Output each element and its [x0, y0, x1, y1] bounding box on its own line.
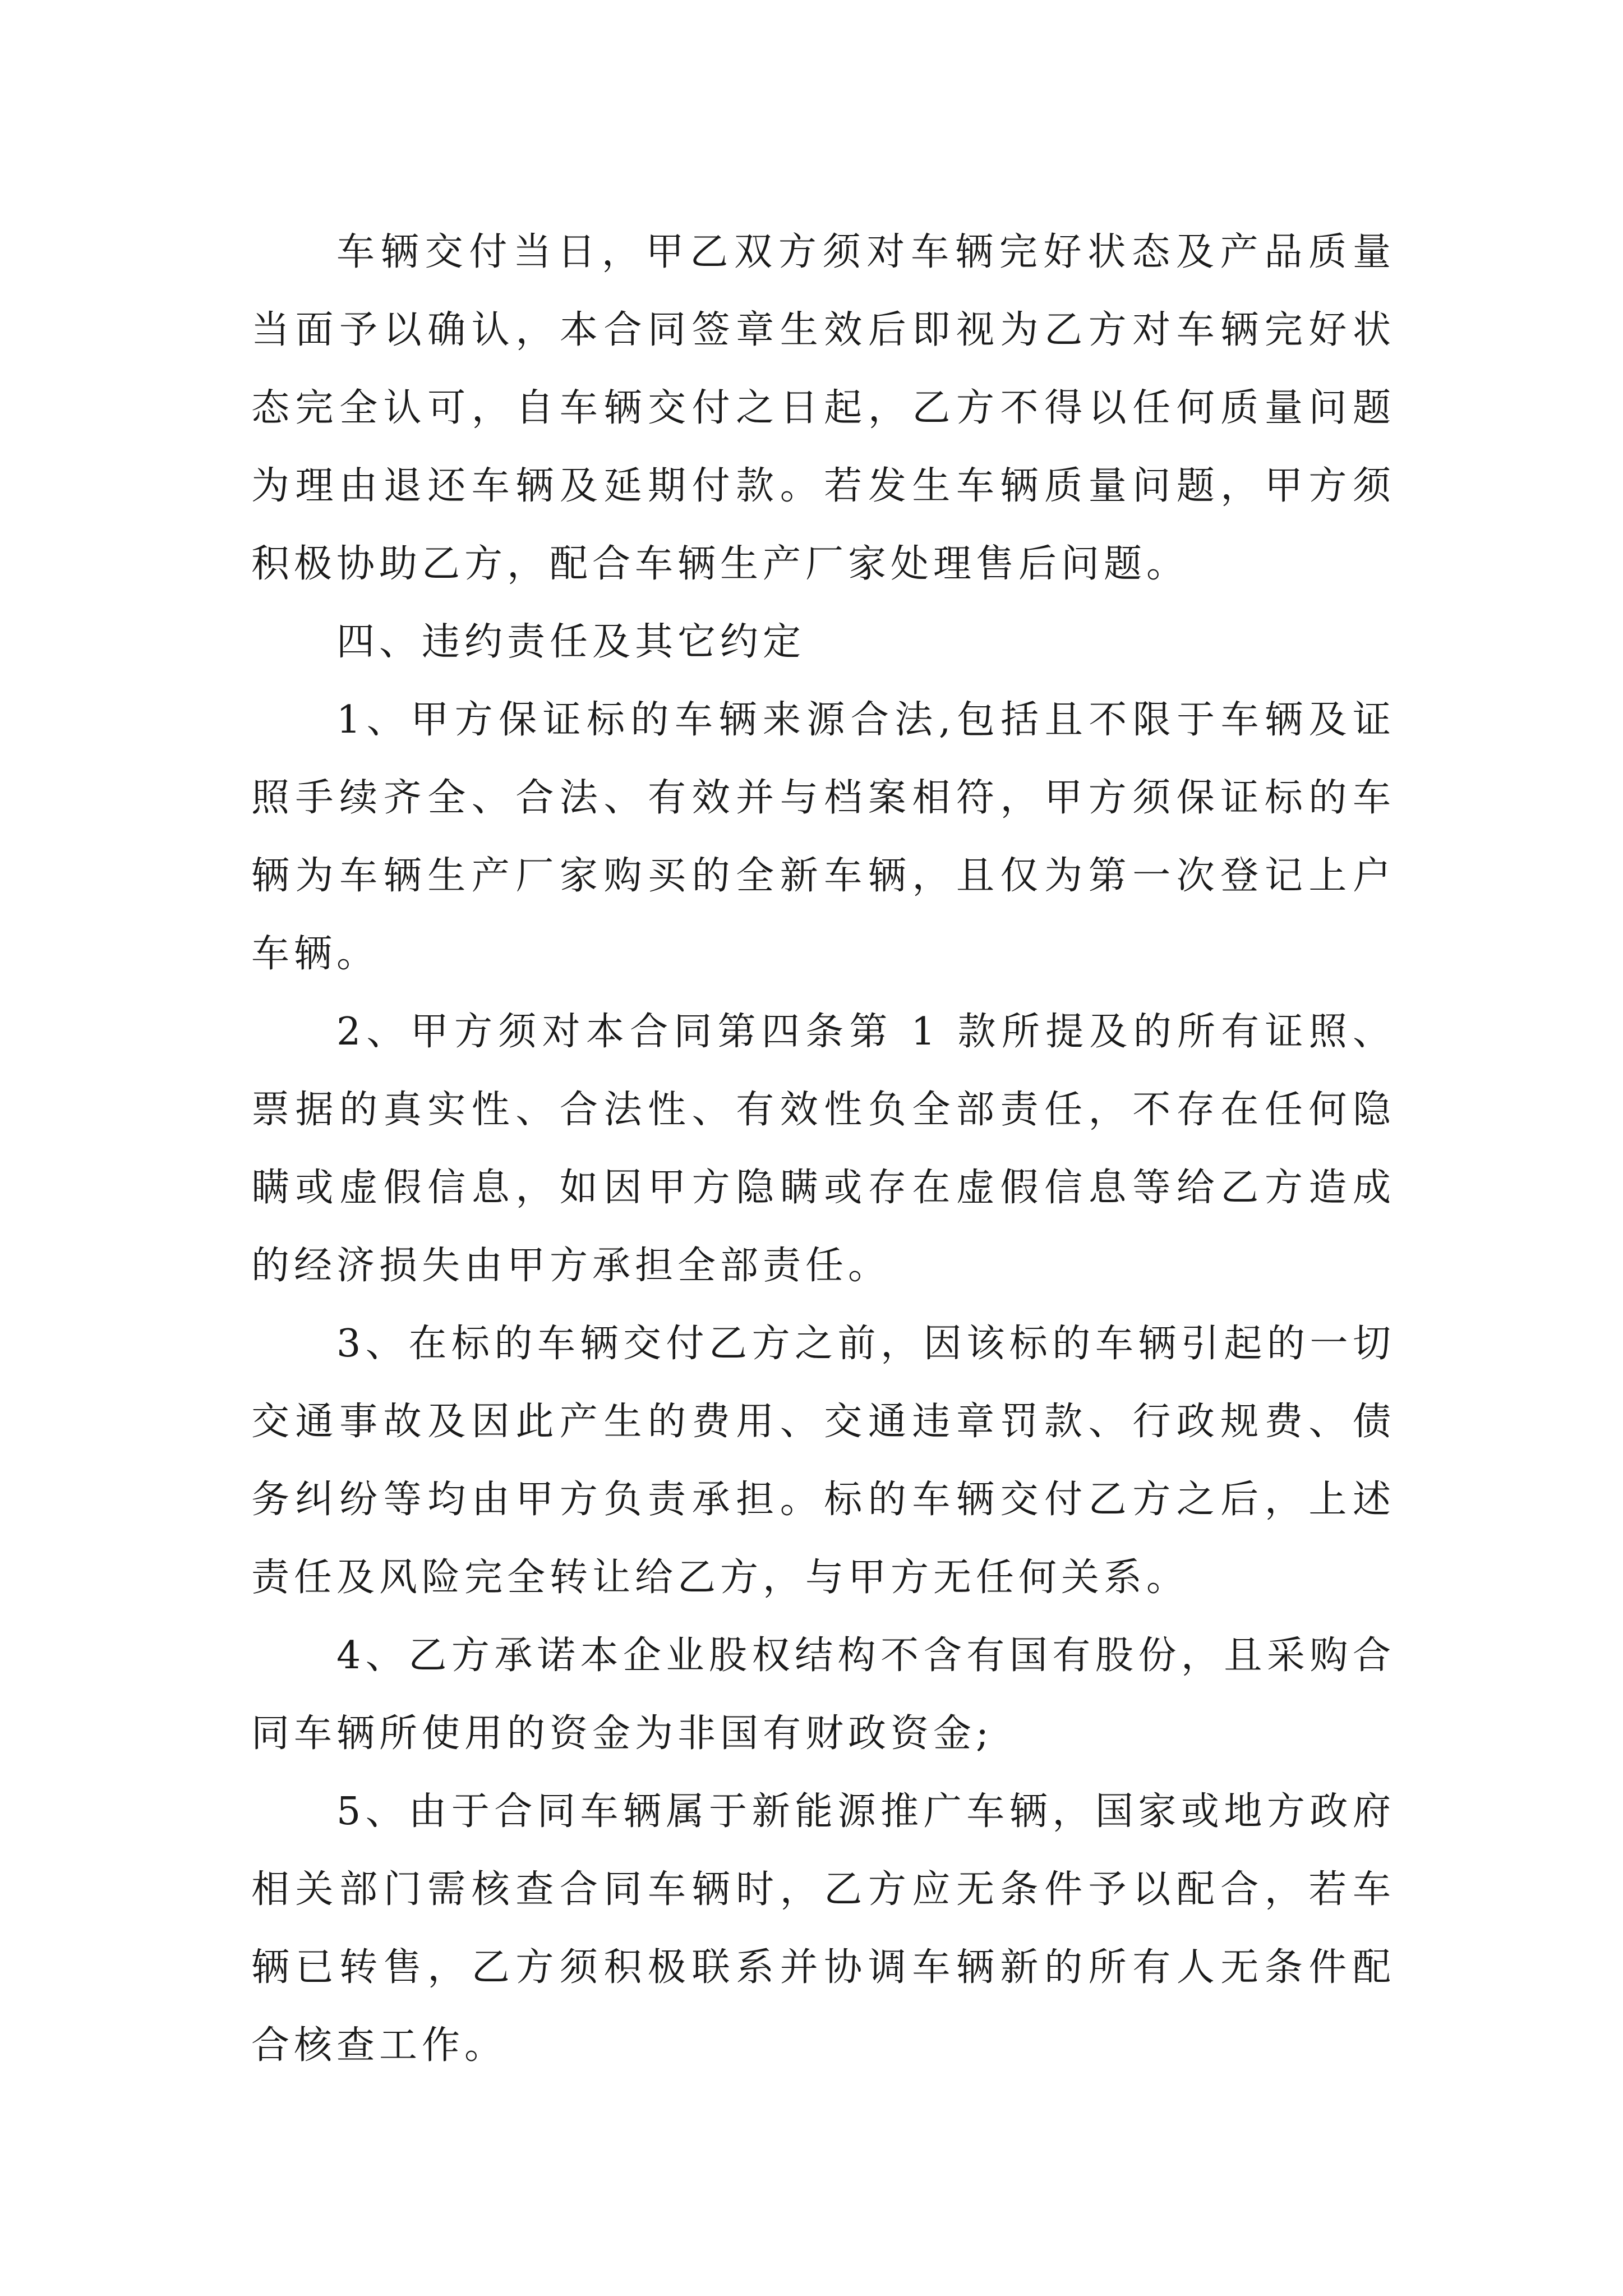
- clause-3-liability-before-delivery: 3、在标的车辆交付乙方之前，因该标的车辆引起的一切交通事故及因此产生的费用、交通违章罚款、行政规费、债务纠纷等均由甲方负责承担。标的车辆交付乙方之后，上述责任及风险完全转让给乙方，与甲方无任何关系。: [251, 1322, 1395, 1600]
- clause-1-vehicle-source: 1、甲方保证标的车辆来源合法,包括且不限于车辆及证照手续齐全、合法、有效并与档案相符，甲方须保证标的车辆为车辆生产厂家购买的全新车辆，且仅为第一次登记上户车辆。: [251, 698, 1395, 976]
- paragraph-delivery-confirmation: 车辆交付当日，甲乙双方须对车辆完好状态及产品质量当面予以确认，本合同签章生效后即视为乙方对车辆完好状态完全认可，自车辆交付之日起，乙方不得以任何质量问题为理由退还车辆及延期付款。若发生车辆质量问题，甲方须积极协助乙方，配合车辆生产厂家处理售后问题。: [251, 230, 1395, 586]
- clause-4-funding-source: 4、乙方承诺本企业股权结构不含有国有股份，且采购合同车辆所使用的资金为非国有财政资金;: [251, 1634, 1395, 1756]
- clause-5-inspection-cooperation: 5、由于合同车辆属于新能源推广车辆，国家或地方政府相关部门需核查合同车辆时，乙方应无条件予以配合，若车辆已转售，乙方须积极联系并协调车辆新的所有人无条件配合核查工作。: [251, 1789, 1395, 2068]
- section-heading-breach-liability: 四、违约责任及其它约定: [336, 620, 806, 664]
- clause-2-document-authenticity: 2、甲方须对本合同第四条第 1 款所提及的所有证照、票据的真实性、合法性、有效性负全部责任，不存在任何隐瞒或虚假信息，如因甲方隐瞒或存在虚假信息等给乙方造成的经济损失由甲方承担全部责任。: [251, 1010, 1395, 1288]
- document-body: [251, 213, 1395, 2085]
